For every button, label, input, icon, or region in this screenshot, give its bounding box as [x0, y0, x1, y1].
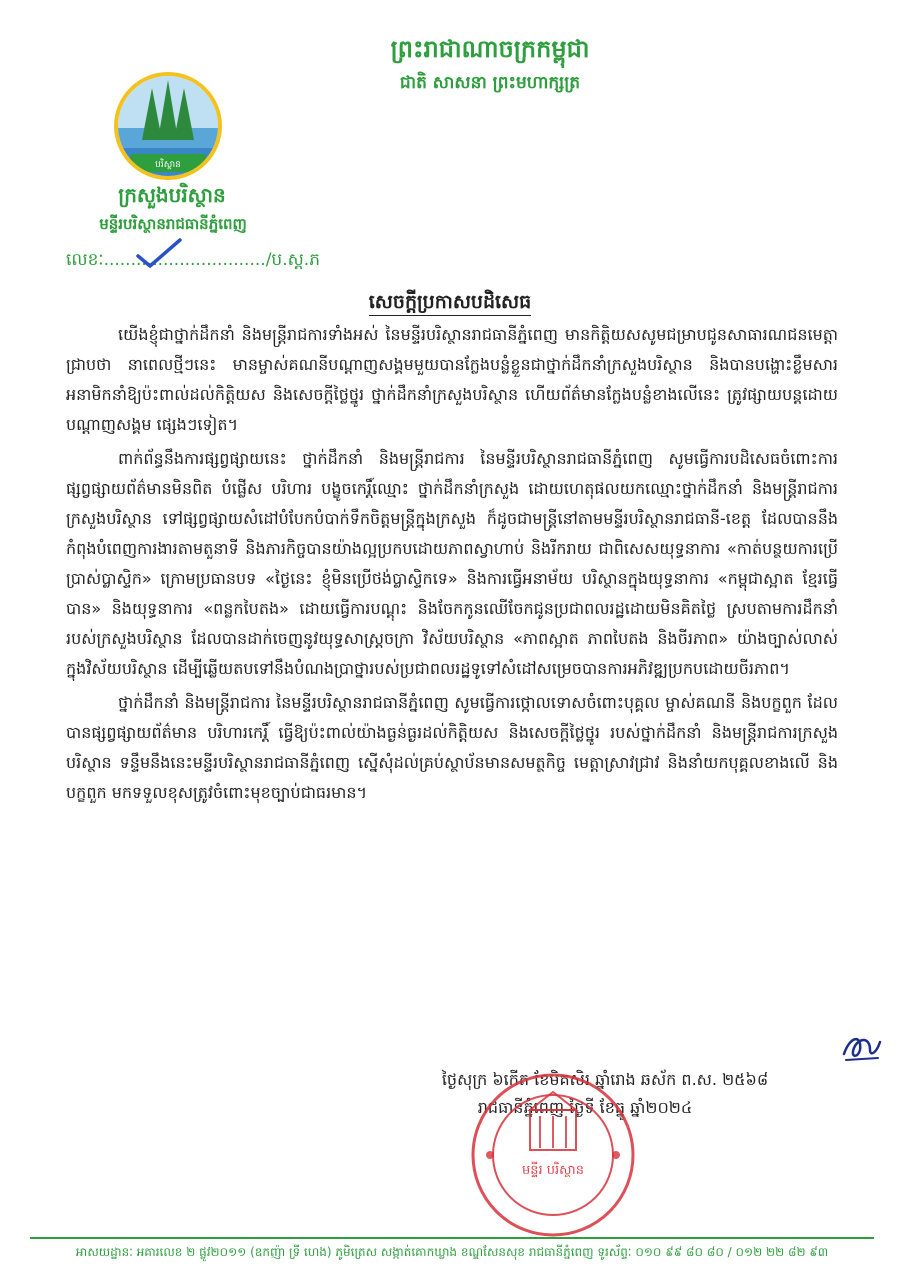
- initials-signature-icon: [840, 1028, 884, 1064]
- national-motto: ជាតិ សាសនា ព្រះមហាក្សត្រ: [399, 73, 581, 93]
- ministry-logo: [112, 70, 224, 182]
- footer-address: អាសយដ្ឋានៈ អគារលេខ ២ ផ្លូវ២០១១ (ឧកញ៉ា ទ្រី ហេង) ភូមិត្រេស សង្កាត់គោកឃ្លាង ខណ្ឌសែនសុខ រាជធានីភ្នំពេញ ទូរស័ព្ទៈ ០១០ ៩៩ ៨០ ៨០ / ០១២ ២២ ៨២ ៩៣: [75, 1245, 829, 1259]
- reference-number: [66, 248, 346, 272]
- checkmark-icon: [134, 236, 184, 270]
- place-date-line: រាជធានីភ្នំពេញ ថ្ងៃទី ខែធ្នូ ឆ្នាំ២០២៤: [477, 1098, 693, 1117]
- paragraph: ពាក់ព័ន្ធនឹងការផ្សព្វផ្សាយនេះ ថ្នាក់ដឹកនាំ និងមន្ត្រីរាជការ នៃមន្ទីរបរិស្ថានរាជធានីភ្នំពេញ សូមធ្វើការបដិសេធចំពោះការផ្សព្វផ្សាយព័ត៌មានមិនពិត បំផ្លើស បរិហារ បង្ខូចកេរ្តិ៍ឈ្មោះ ថ្នាក់ដឹកនាំក្រសួង ដោយហេតុផលយកឈ្មោះថ្នាក់ដឹកនាំ និងមន្ត្រីរាជការក្រសួងបរិស្ថាន ទៅផ្សព្វផ្សាយសំដៅបំបែកបំបាក់ទឹកចិត្តមន្ត្រីក្នុងក្រសួង ក៏ដូចជាមន្ត្រីនៅតាមមន្ទីរបរិស្ថានរាជធានី-ខេត្ត ដែលបាននឹងកំពុងបំពេញការងារតាមតួនាទី និងភារកិច្ចបានយ៉ាងល្អប្រកបដោយភាពស្វាហាប់ និងរីករាយ ជាពិសេសយុទ្ធនាការ «កាត់បន្ថយការប្រើប្រាស់ប្លាស្ទិក» ក្រោមប្រធានបទ «ថ្ងៃនេះ ខ្ញុំមិនប្រើថង់ប្លាស្ទិកទេ» និងការធ្វើអនាម័យ បរិស្ថានក្នុងយុទ្ធនាការ «កម្ពុជាស្អាត ខ្មែរធ្វើបាន» និងយុទ្ធនាការ «ពន្លកបៃតង» ដោយធ្វើការបណ្ដុះ និងចែកកូនឈើចែកជូនប្រជាពលរដ្ឋដោយមិនគិតថ្លៃ ស្របតាមការដឹកនាំរបស់ក្រសួងបរិស្ថាន ដែលបានដាក់ចេញនូវយុទ្ធសាស្ត្រចក្រា វិស័យបរិស្ថាន «ភាពស្អាត ភាពបៃតង និងចីរភាព» យ៉ាងច្បាស់លាស់ ក្នុងវិស័យបរិស្ថាន ដើម្បីឆ្លើយតបទៅនឹងបំណងប្រាថ្នារបស់ប្រជាពលរដ្ឋទូទៅសំដៅសម្រេចបានការអភិវឌ្ឍប្រកបដោយចីរភាព។: [66, 449, 838, 678]
- logo-text: បរិស្ថាន: [155, 160, 181, 170]
- paragraph: យើងខ្ញុំជាថ្នាក់ដឹកនាំ និងមន្ត្រីរាជការទាំងអស់ នៃមន្ទីរបរិស្ថានរាជធានីភ្នំពេញ មានកិត្តិយសសូមជម្រាបជូនសាធារណជនមេត្តាជ្រាបថា នាពេលថ្មីៗនេះ មានម្ចាស់គណនីបណ្ដាញសង្គមមួយបានក្លែងបន្លំខ្លួនជាថ្នាក់ដឹកនាំក្រសួងបរិស្ថាន និងបានបង្ហោះខ្លឹមសារអនាមិកនាំឱ្យប៉ះពាល់ដល់កិត្តិយស និងសេចក្តីថ្លៃថ្នូរ ថ្នាក់ដឹកនាំក្រសួងបរិស្ថាន ហើយព័ត៌មានក្លែងបន្លំខាងលើនេះ ត្រូវផ្សាយបន្តដោយបណ្ដាញសង្គម ផ្សេងៗទៀត។: [66, 325, 838, 434]
- department-name: មន្ទីរបរិស្ថានរាជធានីភ្នំពេញ: [99, 215, 247, 233]
- ministry-name: ក្រសួងបរិស្ថាន: [118, 183, 226, 207]
- footer-divider: [30, 1237, 874, 1239]
- ref-suffix: /ប.ស្ត.ភ: [265, 250, 320, 270]
- paragraph: ថ្នាក់ដឹកនាំ និងមន្ត្រីរាជការ នៃមន្ទីរបរិស្ថានរាជធានីភ្នំពេញ សូមធ្វើការថ្កោលទោសចំពោះបុគ្គល ម្ចាស់គណនី និងបក្ខពួក ដែលបានផ្សព្វផ្សាយព័ត៌មាន បរិហារកេរ្តិ៍ ធ្វើឱ្យប៉ះពាល់យ៉ាងធ្ងន់ធ្ងរដល់កិត្តិយស និងសេចក្តីថ្លៃថ្នូរ របស់ថ្នាក់ដឹកនាំ និងមន្ត្រីរាជការក្រសួងបរិស្ថាន ទន្ទឹមនឹងនេះមន្ទីរបរិស្ថានរាជធានីភ្នំពេញ ស្នើសុំដល់គ្រប់ស្ថាប័នមានសមត្ថកិច្ច មេត្តាស្រាវជ្រាវ និងនាំយកបុគ្គលខាងលើ និងបក្ខពួក មកទទួលខុសត្រូវចំពោះមុខច្បាប់ជាធរមាន។: [66, 693, 838, 802]
- ref-dots: ..............................: [103, 250, 266, 270]
- title-text: សេចក្តីប្រកាសបដិសេធ: [369, 291, 531, 316]
- ref-label: លេខៈ: [66, 250, 104, 270]
- date-line: ថ្ងៃសុក្រ ៦កើត ខែមិគសិរ ឆ្នាំរោង ឆស័ក ព.ស. ២៥៦៨: [441, 1070, 769, 1089]
- document-body: [66, 320, 838, 812]
- seal-text: មន្ទីរ បរិស្ថាន: [522, 1163, 584, 1178]
- document-title: [300, 288, 600, 316]
- official-seal: [468, 1070, 638, 1240]
- kingdom-heading: ព្រះរាជាណាចក្រកម្ពុជា: [390, 35, 590, 63]
